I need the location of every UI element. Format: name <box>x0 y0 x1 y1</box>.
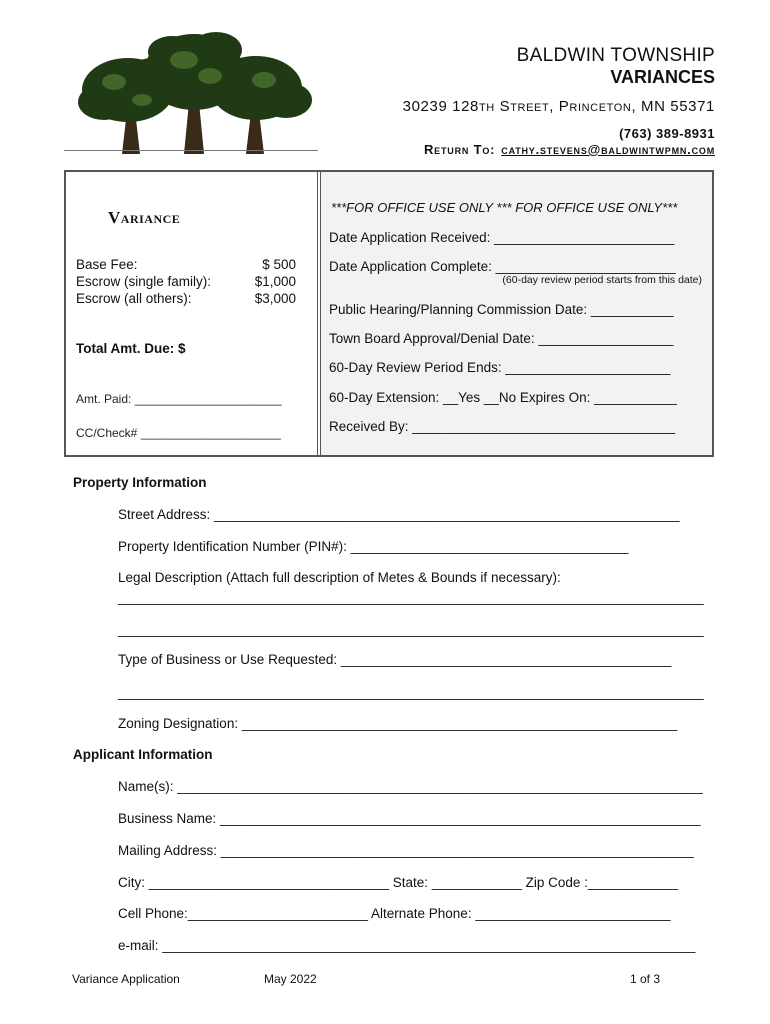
applicant-names-field[interactable]: Name(s): ______________________________________________________________________ <box>118 779 703 794</box>
review-period-note: (60-day review period starts from this date) <box>502 274 702 286</box>
cc-check-field[interactable]: CC/Check# _____________________ <box>76 426 281 440</box>
escrow-single-value: $1,000 <box>254 274 296 289</box>
review-period-ends-field[interactable]: 60-Day Review Period Ends: ______________________ <box>329 360 671 375</box>
return-to-label: Return To: <box>423 142 496 157</box>
board-approval-date-field[interactable]: Town Board Approval/Denial Date: __________________ <box>329 331 674 346</box>
legal-description-line-2[interactable]: ______________________________________________________________________________ <box>118 622 704 637</box>
base-fee-value: $ 500 <box>262 257 296 272</box>
business-use-line-2[interactable]: ______________________________________________________________________________ <box>118 685 704 700</box>
township-phone: (763) 389-8931 <box>619 126 715 141</box>
township-name: BALDWIN TOWNSHIP <box>516 45 715 66</box>
date-received-field[interactable]: Date Application Received: ________________________ <box>329 230 675 245</box>
received-by-field[interactable]: Received By: ___________________________________ <box>329 419 676 434</box>
phone-fields[interactable]: Cell Phone:________________________ Alternate Phone: __________________________ <box>118 906 671 921</box>
escrow-others-label: Escrow (all others): <box>76 291 192 306</box>
footer-date: May 2022 <box>264 972 317 986</box>
applicant-info-heading: Applicant Information <box>73 747 213 762</box>
amount-paid-field[interactable]: Amt. Paid: ______________________ <box>76 392 282 406</box>
office-use-panel <box>321 172 712 455</box>
date-complete-field[interactable]: Date Application Complete: ________________________ <box>329 259 676 274</box>
base-fee-label: Base Fee: <box>76 257 138 272</box>
legal-description-line-1[interactable]: ______________________________________________________________________________ <box>118 590 704 605</box>
logo-underline <box>64 150 318 151</box>
property-info-heading: Property Information <box>73 475 207 490</box>
return-email-link[interactable]: cathy.stevens@baldwintwpmn.com <box>501 142 715 157</box>
form-title: VARIANCES <box>610 67 715 87</box>
pin-field[interactable]: Property Identification Number (PIN#): _____________________________________ <box>118 539 629 554</box>
business-use-field[interactable]: Type of Business or Use Requested: ____________________________________________ <box>118 652 672 667</box>
fee-office-box <box>64 170 714 457</box>
box-divider <box>317 172 321 455</box>
email-field[interactable]: e-mail: _______________________________________________________________________ <box>118 938 696 953</box>
office-use-heading: ***FOR OFFICE USE ONLY *** FOR OFFICE USE ONLY*** <box>331 200 678 215</box>
footer-form-name: Variance Application <box>72 972 180 986</box>
public-hearing-date-field[interactable]: Public Hearing/Planning Commission Date: ___________ <box>329 302 674 317</box>
business-name-field[interactable]: Business Name: ________________________________________________________________ <box>118 811 701 826</box>
escrow-others-value: $3,000 <box>254 291 296 306</box>
extension-field[interactable]: 60-Day Extension: __Yes __No Expires On: ___________ <box>329 390 677 405</box>
city-state-zip-field[interactable]: City: ________________________________ State: ____________ Zip Code :____________ <box>118 875 679 890</box>
legal-description-label: Legal Description (Attach full description of Metes & Bounds if necessary): <box>118 570 561 585</box>
township-address: 30239 128th Street, Princeton, MN 55371 <box>402 98 715 115</box>
street-address-field[interactable]: Street Address: ______________________________________________________________ <box>118 507 680 522</box>
total-amount-due: Total Amt. Due: $ <box>76 341 186 356</box>
zoning-designation-field[interactable]: Zoning Designation: __________________________________________________________ <box>118 716 678 731</box>
township-logo-trees <box>64 30 320 154</box>
mailing-address-field[interactable]: Mailing Address: _______________________________________________________________ <box>118 843 694 858</box>
return-to-line <box>424 142 715 157</box>
variance-title: Variance <box>108 208 181 227</box>
escrow-single-label: Escrow (single family): <box>76 274 212 289</box>
footer-page-number: 1 of 3 <box>629 972 660 986</box>
